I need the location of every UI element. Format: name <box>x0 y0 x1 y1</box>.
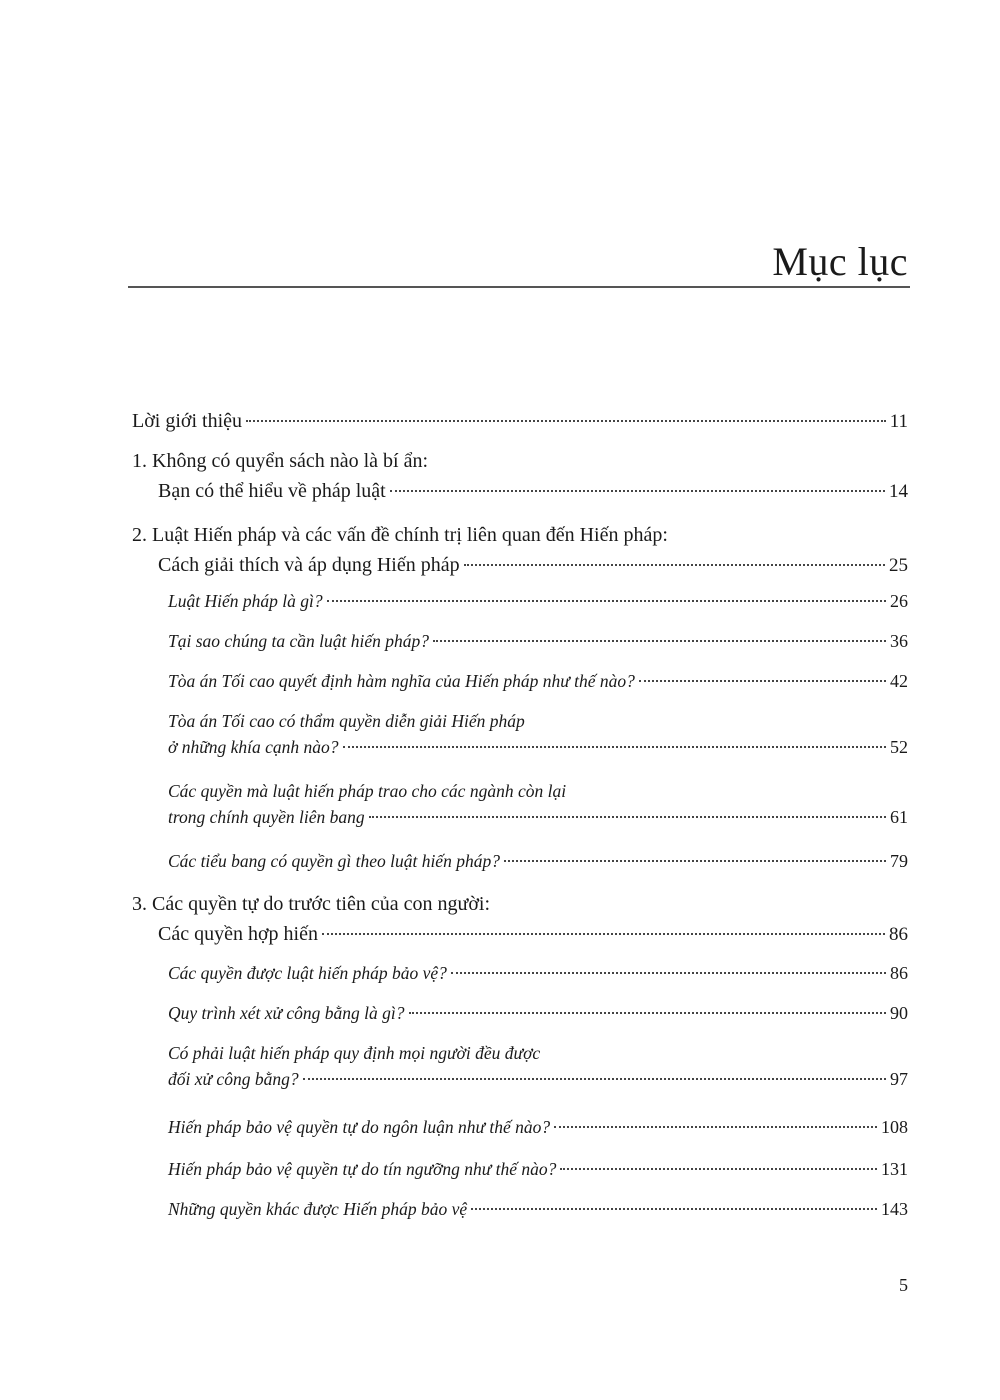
toc-entry-row <box>168 628 908 655</box>
toc-entry-row <box>168 1156 908 1183</box>
toc-entry[interactable] <box>168 960 908 987</box>
toc-entry-row <box>168 1066 908 1093</box>
dot-leader <box>560 1168 877 1170</box>
toc-entry-page: 26 <box>890 591 908 611</box>
toc-entry-row <box>132 406 908 437</box>
toc-entry-title: Các quyền hợp hiến <box>158 923 318 945</box>
toc-entry-title: Cách giải thích và áp dụng Hiến pháp <box>158 554 460 576</box>
toc-entry-title: Quy trình xét xử công bằng là gì? <box>168 1003 405 1023</box>
toc-entry-page: 86 <box>889 924 908 945</box>
toc-entry-page: 131 <box>881 1159 908 1179</box>
toc-entry[interactable] <box>168 588 908 615</box>
toc-entry-row <box>168 1196 908 1223</box>
toc-entry[interactable] <box>168 778 908 831</box>
dot-leader <box>554 1126 877 1128</box>
page-title: Mục lục <box>772 239 908 284</box>
dot-leader <box>327 600 886 602</box>
toc-entry-title: Tòa án Tối cao quyết định hàm nghĩa của Hiến pháp như thế nào? <box>168 671 635 691</box>
dot-leader <box>343 746 886 748</box>
toc-entry-page: 86 <box>890 963 908 983</box>
toc-entry-row <box>168 734 908 761</box>
toc-entry-title: đối xử công bằng? <box>168 1069 299 1090</box>
toc-entry-title: trong chính quyền liên bang <box>168 807 365 828</box>
toc-entry-title-line: Các quyền mà luật hiến pháp trao cho các ngành còn lại <box>168 781 567 801</box>
toc-entry-title: Luật Hiến pháp là gì? <box>168 591 323 611</box>
toc-entry-title: ở những khía cạnh nào? <box>168 737 339 758</box>
toc-entry-page: 36 <box>890 631 908 651</box>
toc-entry-title-line: 3. Các quyền tự do trước tiên của con người: <box>132 893 491 915</box>
toc-entry-title: Các tiểu bang có quyền gì theo luật hiến pháp? <box>168 851 500 871</box>
toc-entry-title: Bạn có thể hiểu về pháp luật <box>158 480 386 502</box>
dot-leader <box>369 816 886 818</box>
dot-leader <box>451 972 886 974</box>
dot-leader <box>409 1012 886 1014</box>
toc-entry-row <box>132 476 908 507</box>
page-number: 5 <box>899 1275 908 1295</box>
dot-leader <box>639 680 886 682</box>
toc-entry[interactable] <box>168 848 908 875</box>
toc-entry[interactable] <box>168 1114 908 1141</box>
toc-entry[interactable] <box>168 1000 908 1027</box>
toc-entry[interactable] <box>168 1156 908 1183</box>
toc-entry-title: Tại sao chúng ta cần luật hiến pháp? <box>168 631 430 651</box>
toc-entry-row <box>168 588 908 615</box>
toc-entry-title-line: 2. Luật Hiến pháp và các vấn đề chính trị liên quan đến Hiến pháp: <box>132 524 668 546</box>
toc-entry-row <box>168 668 908 695</box>
toc-entry[interactable] <box>168 668 908 695</box>
toc-entry-title: Hiến pháp bảo vệ quyền tự do tín ngưỡng như thế nào? <box>168 1159 557 1179</box>
toc-entry-page: 143 <box>881 1199 908 1219</box>
toc-entry-page: 42 <box>890 671 908 691</box>
dot-leader <box>433 640 886 642</box>
toc-entry[interactable] <box>168 1196 908 1223</box>
toc-entry-title: Các quyền được luật hiến pháp bảo vệ? <box>168 963 447 983</box>
toc-entry-row <box>168 960 908 987</box>
toc-entry[interactable] <box>132 406 908 437</box>
toc-entry-page: 11 <box>889 411 908 432</box>
toc-entry[interactable] <box>132 520 908 581</box>
toc-entry-page: 61 <box>890 807 908 828</box>
dot-leader <box>471 1208 877 1210</box>
toc-entry-title-line: 1. Không có quyển sách nào là bí ẩn: <box>132 450 429 472</box>
toc-entry-row <box>168 1114 908 1141</box>
toc-entry-page: 52 <box>890 737 908 758</box>
toc-entry[interactable] <box>132 446 908 507</box>
toc-entry[interactable] <box>168 708 908 761</box>
toc-entry-row <box>168 804 908 831</box>
toc-entry-title-line: Có phải luật hiến pháp quy định mọi người đều được <box>168 1043 541 1063</box>
dot-leader <box>246 420 886 422</box>
toc-entry-page: 108 <box>881 1117 908 1137</box>
toc-entry-title: Lời giới thiệu <box>132 410 243 432</box>
toc-entry-title-line: Tòa án Tối cao có thẩm quyền diễn giải Hiến pháp <box>168 711 525 731</box>
toc-entry-title: Những quyền khác được Hiến pháp bảo vệ <box>168 1199 468 1219</box>
toc-entry-page: 97 <box>890 1069 908 1090</box>
toc-entry-row <box>132 919 908 950</box>
dot-leader <box>322 933 885 935</box>
toc-entry-page: 79 <box>890 851 908 871</box>
toc-entry-page: 90 <box>890 1003 908 1023</box>
dot-leader <box>390 490 885 492</box>
dot-leader <box>464 564 885 566</box>
toc-entry[interactable] <box>132 889 908 950</box>
toc-entry-row <box>168 848 908 875</box>
toc-entry[interactable] <box>168 1040 908 1093</box>
toc-entry-page: 14 <box>889 481 908 502</box>
toc-entry[interactable] <box>168 628 908 655</box>
dot-leader <box>504 860 886 862</box>
toc-entry-page: 25 <box>889 555 908 576</box>
toc-entry-row <box>132 550 908 581</box>
toc-entry-row <box>168 1000 908 1027</box>
dot-leader <box>303 1078 886 1080</box>
toc-entry-title: Hiến pháp bảo vệ quyền tự do ngôn luận như thế nào? <box>168 1117 551 1137</box>
